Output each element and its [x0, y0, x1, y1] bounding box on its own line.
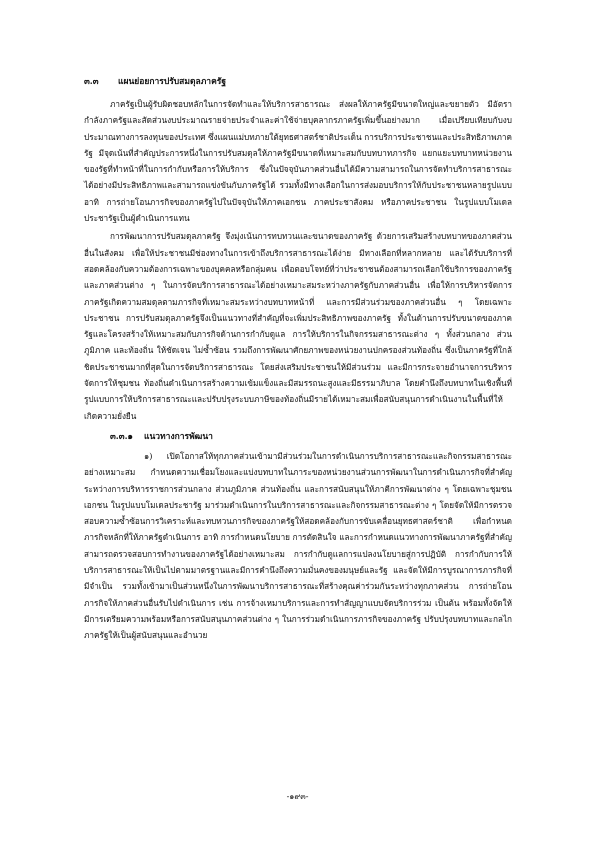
list-item-paragraph: ๑) เปิดโอกาสให้ทุกภาคส่วนเข้ามามีส่วนร่วมในการดำเนินการบริการสาธารณะและกิจกรรมสาธารณะอย่างเหมาะสม กำหนดความเชื่อมโยงและแบ่งบทบาทในภาระของหน่วยงานส่วนการพัฒนาในการดำเนินภารกิจที่สำคัญระหว่างการบริหารราชการส่วนกลาง ส่วนภูมิภาค ส่วนท้องถิ่น และการสนับสนุนให้ภาคีการพัฒนาต่าง ๆ โดยเฉพาะชุมชน เอกชน ในรูปแบบโมเดลประชารัฐ มาร่วมดำเนินการในบริการสาธารณะและกิจกรรมสาธารณะต่าง ๆ โดยจัดให้มีการตรวจสอบความซ้ำซ้อนการวิเคราะห์และทบทวนภารกิจของภาครัฐให้สอดคล้องกับการขับเคลื่อนยุทธศาสตร์ชาติ เพื่อกำหนดภารกิจหลักที่ให้ภาครัฐดำเนินการ อาทิ การกำหนดนโยบาย การตัดสินใจ และการกำหนดแนวทางการพัฒนาภาครัฐที่สำคัญ สามารถตรวจสอบการทำงานของภาครัฐได้อย่างเหมาะสม การกำกับดูแลการแปลงนโยบายสู่การปฏิบัติ การกำกับการให้บริการสาธารณะให้เป็นไปตามมาตรฐานและมีการคำนึงถึงความมั่นคงของมนุษย์และรัฐ และจัดให้มีการบูรณาการภารกิจที่มีจำเป็น รวมทั้งเข้ามาเป็นส่วนหนึ่งในการพัฒนาบริการสาธารณะที่สร้างคุณค่าร่วมกันระหว่างทุกภาคส่วน การถ่ายโอนภารกิจให้ภาคส่วนอื่นรับไปดำเนินการ เช่น การจ้างเหมาบริการและการทำสัญญาแบบจัดบริการร่วม เป็นต้น พร้อมทั้งจัดให้มีการเตรียมความพร้อมหรือการสนับสนุนภาคส่วนต่าง ๆ ในการร่วมดำเนินการภารกิจของภาครัฐ ปรับปรุงบทบาทและกลไกภาครัฐให้เป็นผู้สนับสนุนและอำนวย — [84, 450, 512, 641]
subsection-heading — [110, 430, 512, 444]
page-number: -๑๙๓- — [286, 792, 309, 801]
section-title: แผนย่อยการปรับสมดุลภาครัฐ — [118, 77, 227, 87]
body-paragraph: การพัฒนาการปรับสมดุลภาครัฐ จึงมุ่งเน้นการทบทวนและขนาดของภาครัฐ ด้วยการเสริมสร้างบทบาทของภาคส่วนอื่นในสังคม เพื่อให้ประชาชนมีช่องทางในการเข้าถึงบริการสาธารณะได้ง่าย มีทางเลือกที่หลากหลาย และได้รับบริการที่สอดคล้องกับความต้องการเฉพาะของบุคคลหรือกลุ่มคน เพื่อตอบโจทย์ที่ว่าประชาชนต้องสามารถเลือกใช้บริการของภาครัฐ และภาคส่วนต่าง ๆ ในการจัดบริการสาธารณะได้อย่างเหมาะสมระหว่างภาครัฐกับภาคส่วนอื่น เพื่อให้การบริหารจัดการภาครัฐเกิดความสมดุลตามภารกิจที่เหมาะสมระหว่างบทบาทหน้าที่ และการมีส่วนร่วมของภาคส่วนอื่น ๆ โดยเฉพาะประชาชน การปรับสมดุลภาครัฐจึงเป็นแนวทางที่สำคัญที่จะเพิ่มประสิทธิภาพของภาครัฐ ทั้งในด้านการปรับขนาดของภาครัฐและโครงสร้างให้เหมาะสมกับภารกิจด้านการกำกับดูแล การให้บริการในกิจกรรมสาธารณะต่าง ๆ ทั้งส่วนกลาง ส่วนภูมิภาค และท้องถิ่น ให้ชัดเจน ไม่ซ้ำซ้อน รวมถึงการพัฒนาศักยภาพของหน่วยงานปกครองส่วนท้องถิ่น ซึ่งเป็นภาครัฐที่ใกล้ชิดประชาชนมากที่สุดในการจัดบริการสาธารณะ โดยส่งเสริมประชาชนให้มีส่วนร่วม และมีการกระจายอำนาจการบริหารจัดการให้ชุมชน ท้องถิ่นดำเนินการสร้างความเข้มแข็งและมีสมรรถนะสูงและมีธรรมาภิบาล โดยคำนึงถึงบทบาทในเชิงพื้นที่ รูปแบบการให้บริการสาธารณะและปรับปรุงระบบภาษีของท้องถิ่นมีรายได้เหมาะสมเพื่อสนับสนุนการดำเนินงานในพื้นที่ให้เกิดความยั่งยืน — [84, 231, 512, 421]
page-content — [84, 76, 512, 644]
subsection-title: แนวทางการพัฒนา — [144, 431, 213, 442]
section-heading — [84, 76, 512, 88]
body-paragraph: ภาครัฐเป็นผู้รับผิดชอบหลักในการจัดทำและให้บริการสาธารณะ ส่งผลให้ภาครัฐมีขนาดใหญ่และขยายตัว มีอัตรากำลังภาครัฐและสัดส่วนงบประมาณรายจ่ายประจำและค่าใช้จ่ายบุคลากรภาครัฐเพิ่มขึ้นอย่างมาก เมื่อเปรียบเทียบกับงบประมาณทางการลงทุนของประเทศ ซึ่งแผนแม่บทภายใต้ยุทธศาสตร์ชาติประเด็น การบริการประชาชนและประสิทธิภาพภาครัฐ มีจุดเน้นที่สำคัญประการหนึ่งในการปรับสมดุลให้ภาครัฐมีขนาดที่เหมาะสมกับบทบาทภารกิจ แยกแยะบทบาทหน่วยงานของรัฐที่ทำหน้าที่ในการกำกับหรือการให้บริการ ซึ่งในปัจจุบันภาคส่วนอื่นได้มีความสามารถในการจัดทำบริการสาธารณะได้อย่างมีประสิทธิภาพและสามารถแข่งขันกับภาครัฐได้ รวมทั้งมีทางเลือกในการส่งมอบบริการให้กับประชาชนหลายรูปแบบ อาทิ การถ่ายโอนภารกิจของภาครัฐไปในปัจจุบันให้ภาคเอกชน ภาคประชาสังคม หรือภาคประชาชน ในรูปแบบโมเดลประชารัฐเป็นผู้ดำเนินการแทน — [84, 99, 512, 224]
section-number: ๓.๓ — [84, 77, 99, 87]
subsection-number: ๓.๓.๑ — [110, 431, 133, 442]
